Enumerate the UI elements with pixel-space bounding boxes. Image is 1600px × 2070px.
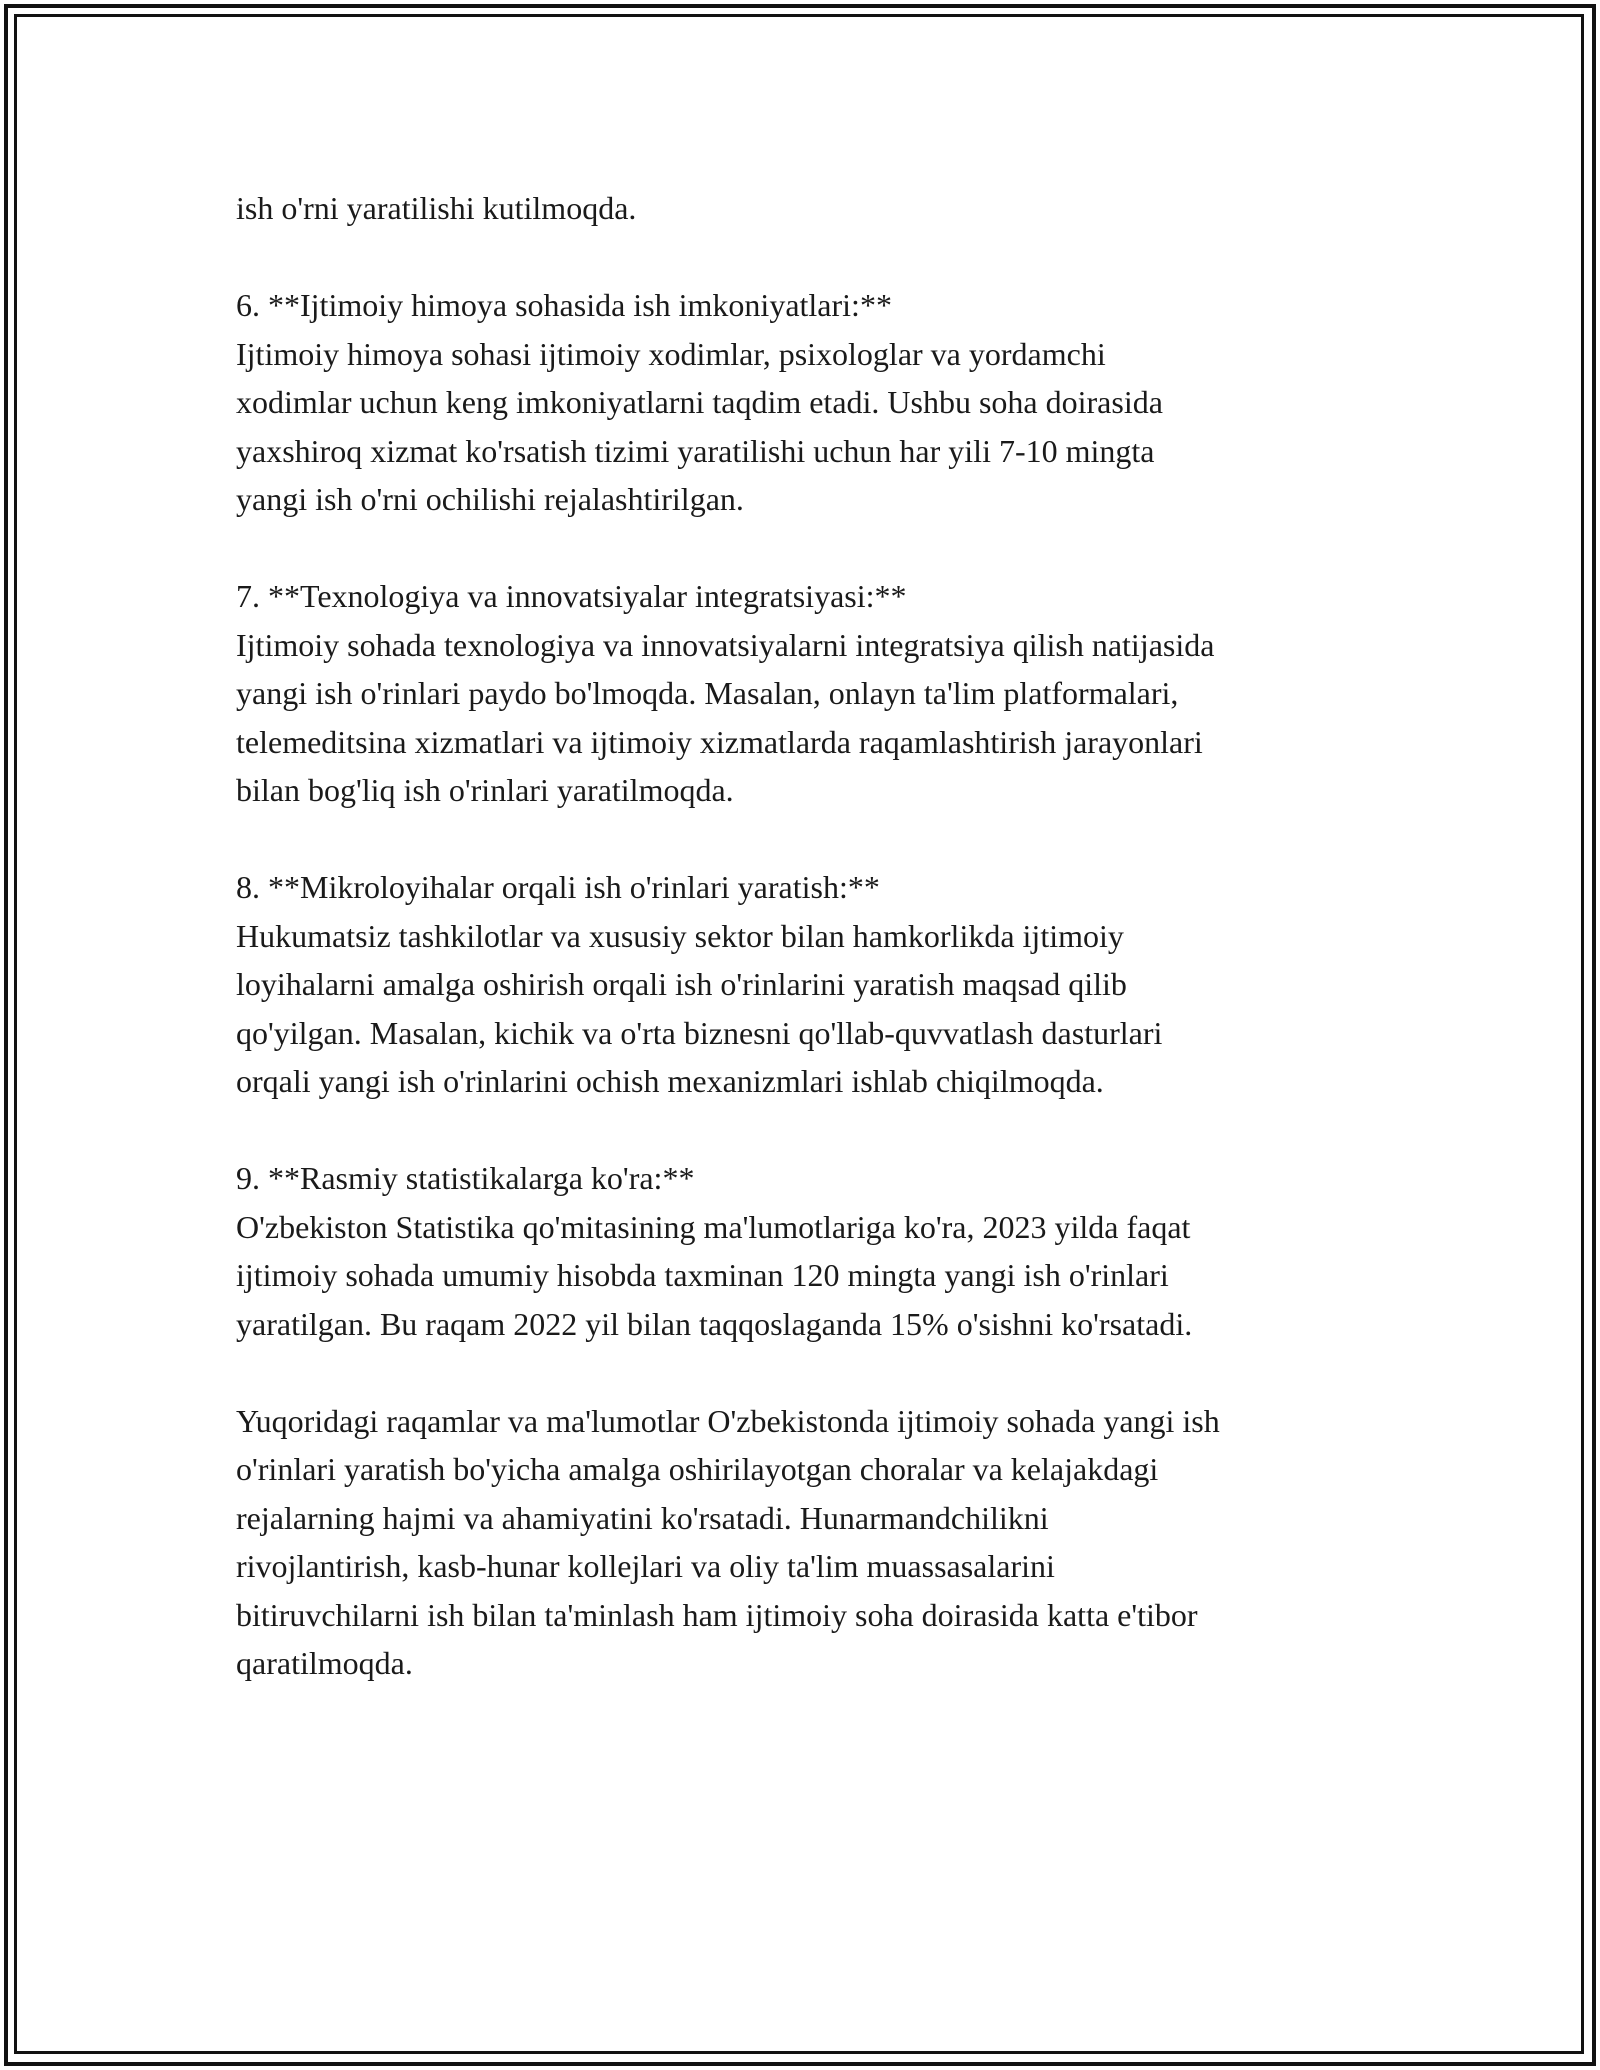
conclusion-line: Yuqoridagi raqamlar va ma'lumotlar O'zbekistonda ijtimoiy sohada yangi ish — [236, 1402, 1220, 1439]
section-line: O'zbekiston Statistika qo'mitasining ma'lumotlariga ko'ra, 2023 yilda faqat — [236, 1208, 1191, 1245]
intro-paragraph — [236, 184, 1386, 233]
section-line: yaratilgan. Bu raqam 2022 yil bilan taqqoslaganda 15% o'sishni ko'rsatadi. — [236, 1305, 1193, 1342]
section-line: orqali yangi ish o'rinlarini ochish mexanizmlari ishlab chiqilmoqda. — [236, 1063, 1104, 1099]
section-6 — [236, 281, 1386, 524]
section-line: yangi ish o'rni ochilishi rejalashtirilgan. — [236, 481, 744, 517]
section-heading: 7. **Texnologiya va innovatsiyalar integratsiyasi:** — [236, 578, 907, 614]
section-line: yangi ish o'rinlari paydo bo'lmoqda. Masalan, onlayn ta'lim platformalari, — [236, 675, 1179, 711]
intro-line: ish o'rni yaratilishi kutilmoqda. — [236, 190, 637, 226]
conclusion-paragraph — [236, 1397, 1386, 1688]
section-line: qo'yilgan. Masalan, kichik va o'rta biznesni qo'llab-quvvatlash dasturlari — [236, 1014, 1163, 1051]
section-line: Hukumatsiz tashkilotlar va xususiy sektor bilan hamkorlikda ijtimoiy — [236, 917, 1124, 954]
conclusion-line: bitiruvchilarni ish bilan ta'minlash ham ijtimoiy soha doirasida katta e'tibor — [236, 1596, 1198, 1633]
section-heading: 8. **Mikroloyihalar orqali ish o'rinlari yaratish:** — [236, 869, 880, 905]
section-line: bilan bog'liq ish o'rinlari yaratilmoqda. — [236, 772, 734, 808]
section-line: yaxshiroq xizmat ko'rsatish tizimi yaratilishi uchun har yili 7-10 mingta — [236, 432, 1155, 469]
section-heading: 9. **Rasmiy statistikalarga ko'ra:** — [236, 1160, 695, 1196]
conclusion-line: rivojlantirish, kasb-hunar kollejlari va oliy ta'lim muassasalarini — [236, 1548, 1055, 1584]
conclusion-line: rejalarning hajmi va ahamiyatini ko'rsatadi. Hunarmandchilikni — [236, 1499, 1049, 1536]
conclusion-line: qaratilmoqda. — [236, 1645, 413, 1681]
section-line: Ijtimoiy sohada texnologiya va innovatsiyalarni integratsiya qilish natijasida — [236, 626, 1215, 663]
section-7 — [236, 572, 1386, 815]
section-9 — [236, 1154, 1386, 1348]
section-line: ijtimoiy sohada umumiy hisobda taxminan 120 mingta yangi ish o'rinlari — [236, 1257, 1169, 1293]
conclusion-line: o'rinlari yaratish bo'yicha amalga oshirilayotgan choralar va kelajakdagi — [236, 1451, 1159, 1487]
section-line: Ijtimoiy himoya sohasi ijtimoiy xodimlar, psixologlar va yordamchi — [236, 335, 1106, 372]
document-body — [236, 184, 1386, 1736]
section-line: xodimlar uchun keng imkoniyatlarni taqdim etadi. Ushbu soha doirasida — [236, 384, 1163, 420]
section-line: loyihalarni amalga oshirish orqali ish o'rinlarini yaratish maqsad qilib — [236, 966, 1127, 1002]
section-line: telemeditsina xizmatlari va ijtimoiy xizmatlarda raqamlashtirish jarayonlari — [236, 723, 1203, 760]
section-8 — [236, 863, 1386, 1106]
section-heading: 6. **Ijtimoiy himoya sohasida ish imkoniyatlari:** — [236, 287, 892, 323]
